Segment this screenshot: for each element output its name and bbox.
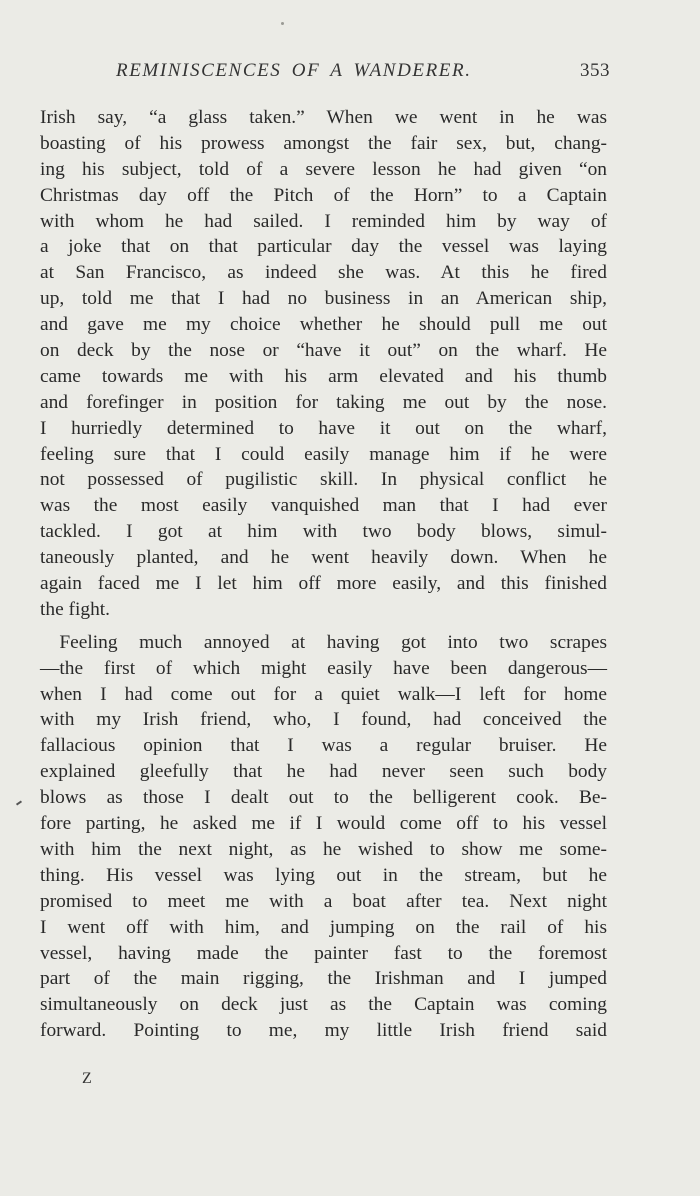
text-line: taneously planted, and he went heavily down. When he (40, 547, 607, 569)
paragraph (40, 105, 607, 623)
text-line: boasting of his prowess amongst the fair sex, but, chang- (40, 132, 607, 154)
text-line: when I had come out for a quiet walk—I left for home (40, 683, 607, 705)
text-line: I hurriedly determined to have it out on the wharf, (40, 417, 607, 439)
margin-mark (16, 800, 22, 805)
text-line: with my Irish friend, who, I found, had conceived the (40, 709, 607, 731)
page-header (116, 60, 610, 90)
text-line: not possessed of pugilistic skill. In physical conflict he (40, 469, 607, 491)
text-line: Feeling much annoyed at having got into two scrapes (40, 631, 607, 653)
text-line: feeling sure that I could easily manage him if he were (40, 443, 607, 465)
text-line: part of the main rigging, the Irishman and I jumped (40, 968, 607, 990)
text-line: tackled. I got at him with two body blows, simul- (40, 521, 607, 543)
text-line: blows as those I dealt out to the belligerent cook. Be- (40, 787, 607, 809)
text-line: with whom he had sailed. I reminded him by way of (40, 210, 607, 232)
text-line: —the first of which might easily have been dangerous— (40, 657, 607, 679)
text-line: at San Francisco, as indeed she was. At this he fired (40, 262, 607, 284)
text-line: promised to meet me with a boat after tea. Next night (40, 890, 607, 912)
text-line: simultaneously on deck just as the Captain was coming (40, 994, 607, 1016)
signature-mark: Z (82, 1070, 92, 1087)
text-line: with him the next night, as he wished to show me some- (40, 838, 607, 860)
text-line: explained gleefully that he had never seen such body (40, 761, 607, 783)
text-line: a joke that on that particular day the vessel was laying (40, 236, 607, 258)
text-line: Christmas day off the Pitch of the Horn” to a Captain (40, 184, 607, 206)
text-line: was the most easily vanquished man that I had ever (40, 495, 607, 517)
text-line: ing his subject, told of a severe lesson he had given “on (40, 158, 607, 180)
running-head: REMINISCENCES OF A WANDERER. (116, 60, 472, 81)
text-line: and forefinger in position for taking me out by the nose. (40, 391, 607, 413)
paragraph-gap (40, 623, 607, 630)
text-line: forward. Pointing to me, my little Irish friend said (40, 1020, 607, 1042)
page-number: 353 (580, 60, 610, 81)
body-text (40, 105, 607, 1044)
text-line: thing. His vessel was lying out in the stream, but he (40, 864, 607, 886)
text-line: fore parting, he asked me if I would come off to his vessel (40, 813, 607, 835)
text-line: came towards me with his arm elevated and his thumb (40, 365, 607, 387)
text-line: Irish say, “a glass taken.” When we went in he was (40, 107, 607, 128)
text-line: on deck by the nose or “have it out” on the wharf. He (40, 340, 607, 362)
paragraph (40, 630, 607, 1044)
text-line: the fight. (40, 598, 111, 620)
text-line: fallacious opinion that I was a regular bruiser. He (40, 735, 607, 757)
text-line: again faced me I let him off more easily, and this finished (40, 573, 607, 595)
text-line: vessel, having made the painter fast to the foremost (40, 942, 607, 964)
text-line: up, told me that I had no business in an American ship, (40, 288, 607, 310)
paper-speck (281, 22, 284, 25)
text-line: I went off with him, and jumping on the rail of his (40, 916, 607, 938)
text-line: and gave me my choice whether he should pull me out (40, 314, 607, 336)
